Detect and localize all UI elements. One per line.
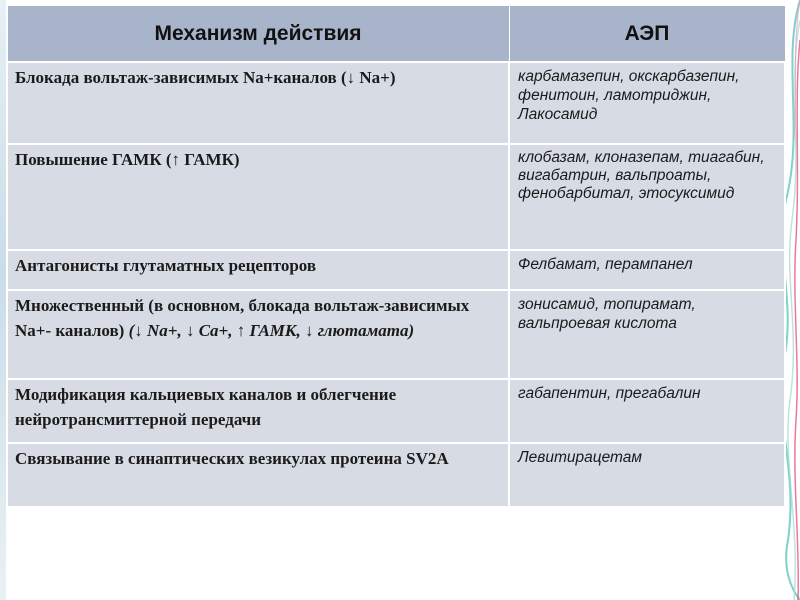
table-row — [7, 443, 785, 507]
drugs-cell: Фелбамат, перампанел — [509, 250, 785, 290]
drugs-cell: клобазам, клоназепам, тиагабин, вигабатрин, вальпроаты, фенобарбитал, этосуксимид — [509, 144, 785, 250]
drugs-cell: карбамазепин, окскарбазепин, фенитоин, ламотриджин, Лакосамид — [509, 62, 785, 144]
mechanism-cell: Связывание в синаптических везикулах протеина SV2A — [7, 443, 509, 507]
mechanism-cell — [7, 290, 509, 379]
table-row — [7, 250, 785, 290]
table-row — [7, 379, 785, 443]
mechanism-cell: Блокада вольтаж-зависимых Na+каналов (↓ Na+) — [7, 62, 509, 144]
table-row — [7, 290, 785, 379]
mechanism-cell: Антагонисты глутаматных рецепторов — [7, 250, 509, 290]
table-header-row — [7, 6, 785, 63]
mechanism-drug-table — [6, 5, 786, 508]
header-drugs: АЭП — [509, 6, 785, 63]
drugs-cell: габапентин, прегабалин — [509, 379, 785, 443]
table-row — [7, 62, 785, 144]
mechanism-cell: Повышение ГАМК (↑ ГАМК) — [7, 144, 509, 250]
header-mechanism: Механизм действия — [7, 6, 509, 63]
drugs-cell: Левитирацетам — [509, 443, 785, 507]
mechanism-cell: Модификация кальциевых каналов и облегчение нейротрансмиттерной передачи — [7, 379, 509, 443]
mechanism-ion-effects: (↓ Na+, ↓ Ca+, ↑ ГАМК, ↓ глютамата) — [128, 321, 415, 340]
mechanism-text: Множественный (в основном, блокада вольтаж-зависимых Na+- каналов) — [15, 296, 470, 340]
drugs-cell: зонисамид, топирамат, вальпроевая кислота — [509, 290, 785, 379]
table-row — [7, 144, 785, 250]
